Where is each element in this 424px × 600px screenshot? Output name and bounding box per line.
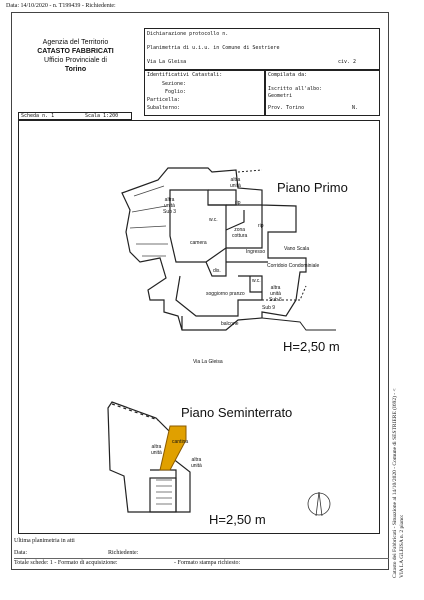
subalterno-label: Subalterno: bbox=[147, 105, 181, 111]
north-arrow-icon bbox=[316, 492, 322, 516]
room-zona-cottura: zona cottura bbox=[232, 227, 248, 239]
height-basement: H=2,50 m bbox=[209, 512, 266, 527]
room-wc1: w.c. bbox=[209, 217, 218, 223]
room-soggiorno: soggiorno pranzo bbox=[206, 291, 245, 297]
camera-room bbox=[170, 190, 226, 262]
geometri-label: Geometri bbox=[268, 93, 293, 99]
room-ingresso: Ingresso bbox=[246, 249, 266, 255]
address: Via La Gleisa bbox=[147, 59, 187, 65]
bottom-richiedente-label: Richiedente: bbox=[108, 550, 139, 556]
room-rip-top: rip bbox=[235, 200, 241, 206]
room-altra-unita-top: altra unità bbox=[230, 177, 241, 189]
piano-seminterrato-title: Piano Seminterrato bbox=[181, 405, 293, 420]
scheda-label: Scheda n. 1 bbox=[21, 113, 55, 119]
side-annotation-line1: Catasto dei Fabbricati - Situazione al 14/10/2020 - Comune di SESTRIERE (I692) - < bbox=[392, 388, 398, 578]
side-annotation-line2: VIA LA GLEISA n. 2 piano: bbox=[399, 514, 405, 578]
side-annotation bbox=[392, 288, 406, 578]
foglio-label: Foglio: bbox=[165, 89, 187, 95]
north-arrow-circle bbox=[308, 493, 330, 515]
civico: civ. 2 bbox=[338, 59, 357, 65]
request-line: Data: 14/10/2020 - n. T199439 - Richiedente: bbox=[6, 3, 116, 9]
compilata-label: Compilata da: bbox=[268, 72, 308, 78]
room-sub9: Sub 9 bbox=[262, 305, 276, 311]
room-wc2: w.c. bbox=[252, 278, 261, 284]
identificativi-label: Identificativi Catastali: bbox=[147, 72, 223, 78]
agency-name: Agenzia del Territorio bbox=[42, 39, 109, 46]
n-label: N. bbox=[352, 105, 359, 111]
scala-label: Scala 1:200 bbox=[85, 113, 119, 119]
room-altra-unita-sub3: altra unità Sub 3 bbox=[163, 197, 177, 215]
particella-label: Particella: bbox=[147, 97, 181, 103]
room-cantina: cantina bbox=[172, 439, 189, 445]
via-la-gleisa-label: Via La Gleisa bbox=[193, 359, 223, 365]
room-balcone: balcone bbox=[221, 321, 239, 327]
totale-schede: Totale schede: 1 - Formato di acquisizione: bbox=[14, 560, 118, 566]
formato-stampa: - Formato stampa richiesto: bbox=[174, 560, 241, 566]
cantina-highlight bbox=[160, 426, 189, 470]
prov-label: Prov. Torino bbox=[268, 105, 305, 111]
room-vano-scala: Vano Scala bbox=[284, 246, 310, 252]
dichiarazione: Dichiarazione protocollo n. bbox=[147, 31, 229, 37]
rip-room bbox=[208, 190, 236, 205]
boundary-line bbox=[262, 318, 336, 330]
room-altra-unita-right: altra unità Sub 5 bbox=[269, 285, 283, 303]
bottom-rule bbox=[14, 558, 389, 559]
room-altra-unita-basement-left: altra unità bbox=[151, 444, 162, 456]
iscritto-label: Iscritto all'albo: bbox=[268, 86, 323, 92]
bottom-data-label: Data: bbox=[14, 550, 27, 556]
ultima-planimetria: Ultima planimetria in atti bbox=[14, 538, 75, 544]
height-first: H=2,50 m bbox=[283, 339, 340, 354]
room-altra-unita-basement-right: altra unità bbox=[191, 457, 202, 469]
sezione-label: Sezione: bbox=[162, 81, 187, 87]
agency-catasto: CATASTO FABBRICATI bbox=[37, 48, 114, 55]
room-camera: camera bbox=[190, 240, 207, 246]
room-dis: dis. bbox=[213, 268, 221, 274]
room-rip2: rip bbox=[258, 223, 264, 229]
room-corridoio: Corridoio Condominiale bbox=[267, 263, 320, 269]
agency-city: Torino bbox=[64, 66, 87, 73]
planimetria-title: Planimetria di u.i.u. in Comune di Sestriere bbox=[147, 45, 280, 51]
basement-outline bbox=[108, 402, 190, 512]
piano-primo-title: Piano Primo bbox=[277, 180, 348, 195]
agency-office: Ufficio Provinciale di bbox=[44, 57, 107, 64]
